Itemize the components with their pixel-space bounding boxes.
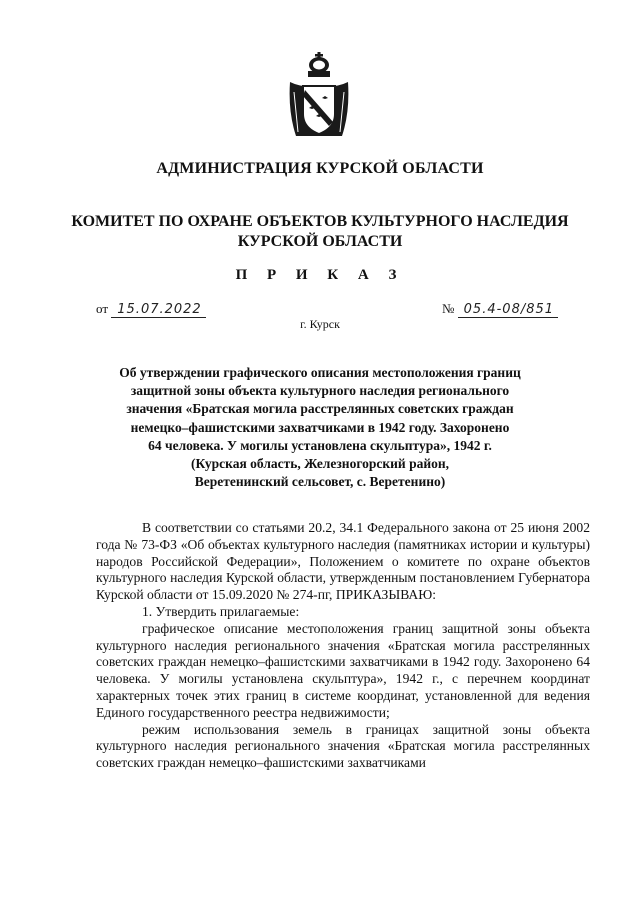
administration-heading: АДМИНИСТРАЦИЯ КУРСКОЙ ОБЛАСТИ — [156, 160, 484, 177]
city-label: г. Курск — [300, 317, 340, 331]
title-line: защитной зоны объекта культурного наследия регионального — [130, 383, 510, 399]
title-line: значения «Братская могила расстрелянных советских граждан — [126, 401, 514, 417]
title-line: Об утверждении графического описания местоположения границ — [119, 365, 521, 380]
number-prefix: № — [442, 301, 455, 316]
title-line: Веретенинский сельсовет, с. Веретенино) — [194, 474, 446, 490]
order-number — [442, 301, 558, 318]
order-subject-title — [110, 364, 530, 491]
committee-heading-line2: КУРСКОЙ ОБЛАСТИ — [237, 233, 403, 250]
order-body — [96, 520, 590, 772]
order-date — [96, 301, 206, 318]
order-title: П Р И К А З — [235, 267, 405, 283]
title-line: 64 человека. У могилы установлена скульптура», 1942 г. — [148, 437, 492, 453]
body-item-1b-paragraph: режим использования земель в границах защитной зоны объекта культурного наследия регионального значения «Братская могила расстрелянных советских граждан немецко–фашистскими захватчиками — [96, 721, 590, 771]
title-line: немецко–фашистскими захватчиками в 1942 году. Захоронено — [130, 419, 510, 435]
title-line: (Курская область, Железногорский район, — [190, 456, 450, 472]
date-prefix: от — [96, 301, 109, 316]
committee-heading-line1: КОМИТЕТ ПО ОХРАНЕ ОБЪЕКТОВ КУЛЬТУРНОГО НАСЛЕДИЯ — [71, 213, 569, 230]
body-item-1: 1. Утвердить прилагаемые: — [142, 603, 300, 619]
date-value: 15.07.2022 — [111, 302, 205, 318]
body-item-1a-paragraph: графическое описание местоположения границ защитной зоны объекта культурного наследия регионального значения «Братская могила расстрелянных советских граждан немецко–фашистскими захватчиками в 1942 году. Захоронено 64 человека. У могилы установлена скульптура», 1942 г., с перечнем координат характерных точек этих границ в системе координат, установленной для ведения Единого государственного реестра недвижимости; — [96, 620, 590, 720]
number-value: 05.4-08/851 — [458, 302, 558, 318]
committee-heading — [0, 212, 640, 252]
kursk-coat-of-arms-icon — [286, 52, 352, 144]
body-intro-paragraph: В соответствии со статьями 20.2, 34.1 Федерального закона от 25 июня 2002 года № 73-ФЗ «Об объектах культурного наследия (памятниках истории и культуры) народов Российской Федерации», Положением о комитете по охране объектов культурного наследия Курской области, утвержденным постановлением Губернатора Курской области от 15.09.2020 № 274-пг, ПРИКАЗЫВАЮ: — [96, 520, 590, 603]
